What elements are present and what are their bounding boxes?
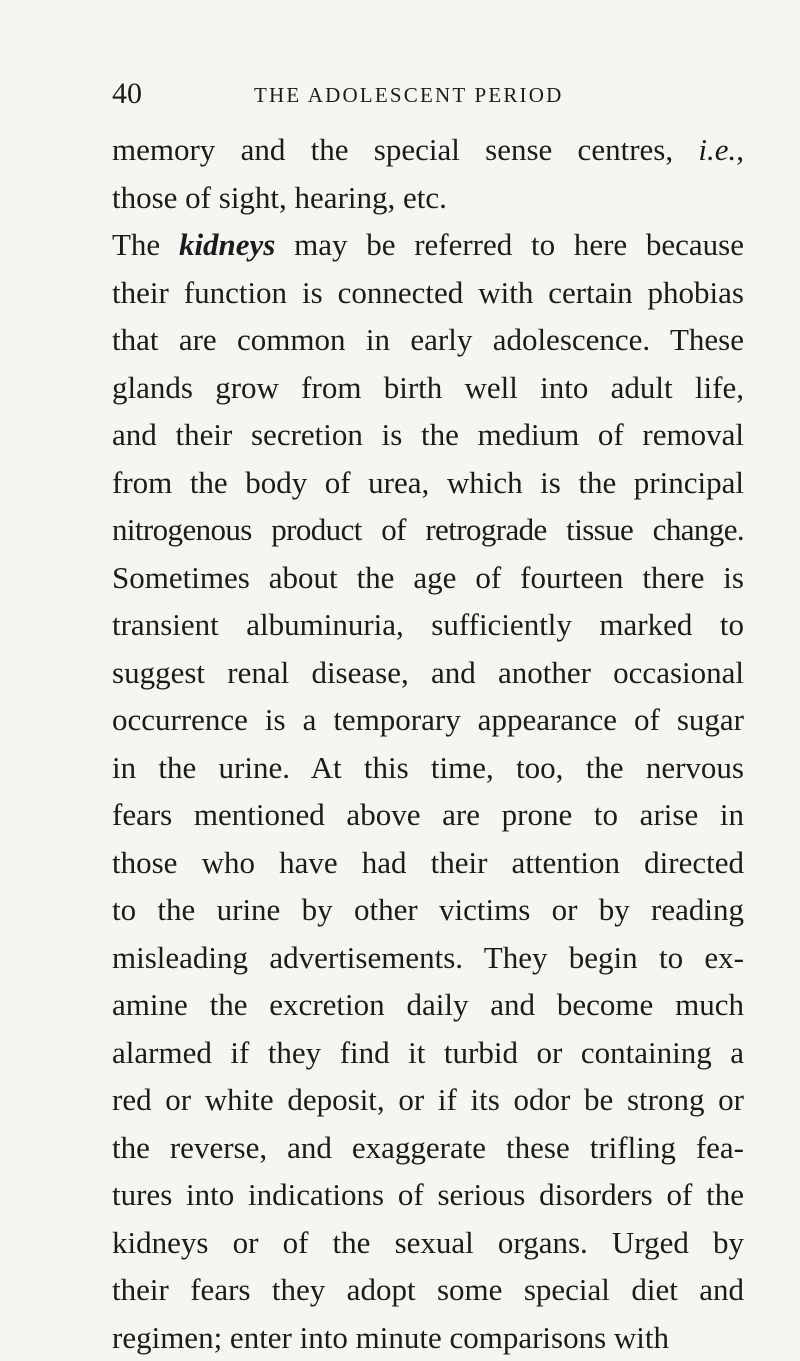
line-text: tures into indications of serious disorders of the <box>112 1177 744 1212</box>
line-text: their function is connected with certain phobias <box>112 275 744 310</box>
text-line <box>112 791 744 839</box>
text-line <box>112 1314 744 1361</box>
text-line <box>112 364 744 412</box>
text-line <box>112 1219 744 1267</box>
text-line <box>112 411 744 459</box>
line-text: The <box>112 227 179 262</box>
line-text: and their secretion is the medium of removal <box>112 417 744 452</box>
text-line <box>112 1076 744 1124</box>
text-line <box>112 744 744 792</box>
line-text: , <box>736 132 744 167</box>
line-text: to the urine by other victims or by reading <box>112 892 744 927</box>
body-paragraph <box>112 126 744 1361</box>
line-text: alarmed if they find it turbid or containing a <box>112 1035 744 1070</box>
line-text: misleading advertisements. They begin to ex- <box>112 940 744 975</box>
text-line <box>112 554 744 602</box>
line-text: transient albuminuria, sufficiently marked to <box>112 607 744 642</box>
text-line <box>112 174 744 222</box>
line-text: their fears they adopt some special diet and <box>112 1272 744 1307</box>
line-text: may be referred to here because <box>275 227 744 262</box>
line-text: those who have had their attention directed <box>112 845 744 880</box>
line-text: regimen; enter into minute comparisons with <box>112 1320 669 1355</box>
text-line <box>112 506 744 554</box>
line-text: Sometimes about the age of fourteen there is <box>112 560 744 595</box>
line-text: from the body of urea, which is the principal <box>112 465 744 500</box>
line-text: red or white deposit, or if its odor be strong or <box>112 1082 744 1117</box>
text-line <box>112 1171 744 1219</box>
line-text: those of sight, hearing, etc. <box>112 180 447 215</box>
line-text: nitrogenous product of retrograde tissue change. <box>112 512 744 547</box>
line-text: amine the excretion daily and become much <box>112 987 744 1022</box>
text-line <box>112 934 744 982</box>
text-line <box>112 1029 744 1077</box>
text-line <box>112 1266 744 1314</box>
text-line <box>112 221 744 269</box>
text-line <box>112 601 744 649</box>
page-number: 40 <box>112 76 142 112</box>
line-text: in the urine. At this time, too, the nervous <box>112 750 744 785</box>
line-text: memory and the special sense centres, <box>112 132 698 167</box>
text-line <box>112 1124 744 1172</box>
text-line <box>112 839 744 887</box>
line-text: the reverse, and exaggerate these trifling fea- <box>112 1130 744 1165</box>
text-line <box>112 696 744 744</box>
line-text: kidneys or of the sexual organs. Urged by <box>112 1225 744 1260</box>
text-line <box>112 126 744 174</box>
text-line <box>112 649 744 697</box>
text-line <box>112 981 744 1029</box>
line-text: glands grow from birth well into adult life, <box>112 370 744 405</box>
running-head: THE ADOLESCENT PERIOD <box>254 80 563 110</box>
line-text: suggest renal disease, and another occasional <box>112 655 744 690</box>
line-text: that are common in early adolescence. These <box>112 322 744 357</box>
line-text: occurrence is a temporary appearance of sugar <box>112 702 744 737</box>
text-line <box>112 269 744 317</box>
text-line <box>112 459 744 507</box>
bold-italic-text: kidneys <box>179 227 275 262</box>
line-text: fears mentioned above are prone to arise in <box>112 797 744 832</box>
text-line <box>112 316 744 364</box>
text-line <box>112 886 744 934</box>
italic-text: i.e. <box>698 132 736 167</box>
